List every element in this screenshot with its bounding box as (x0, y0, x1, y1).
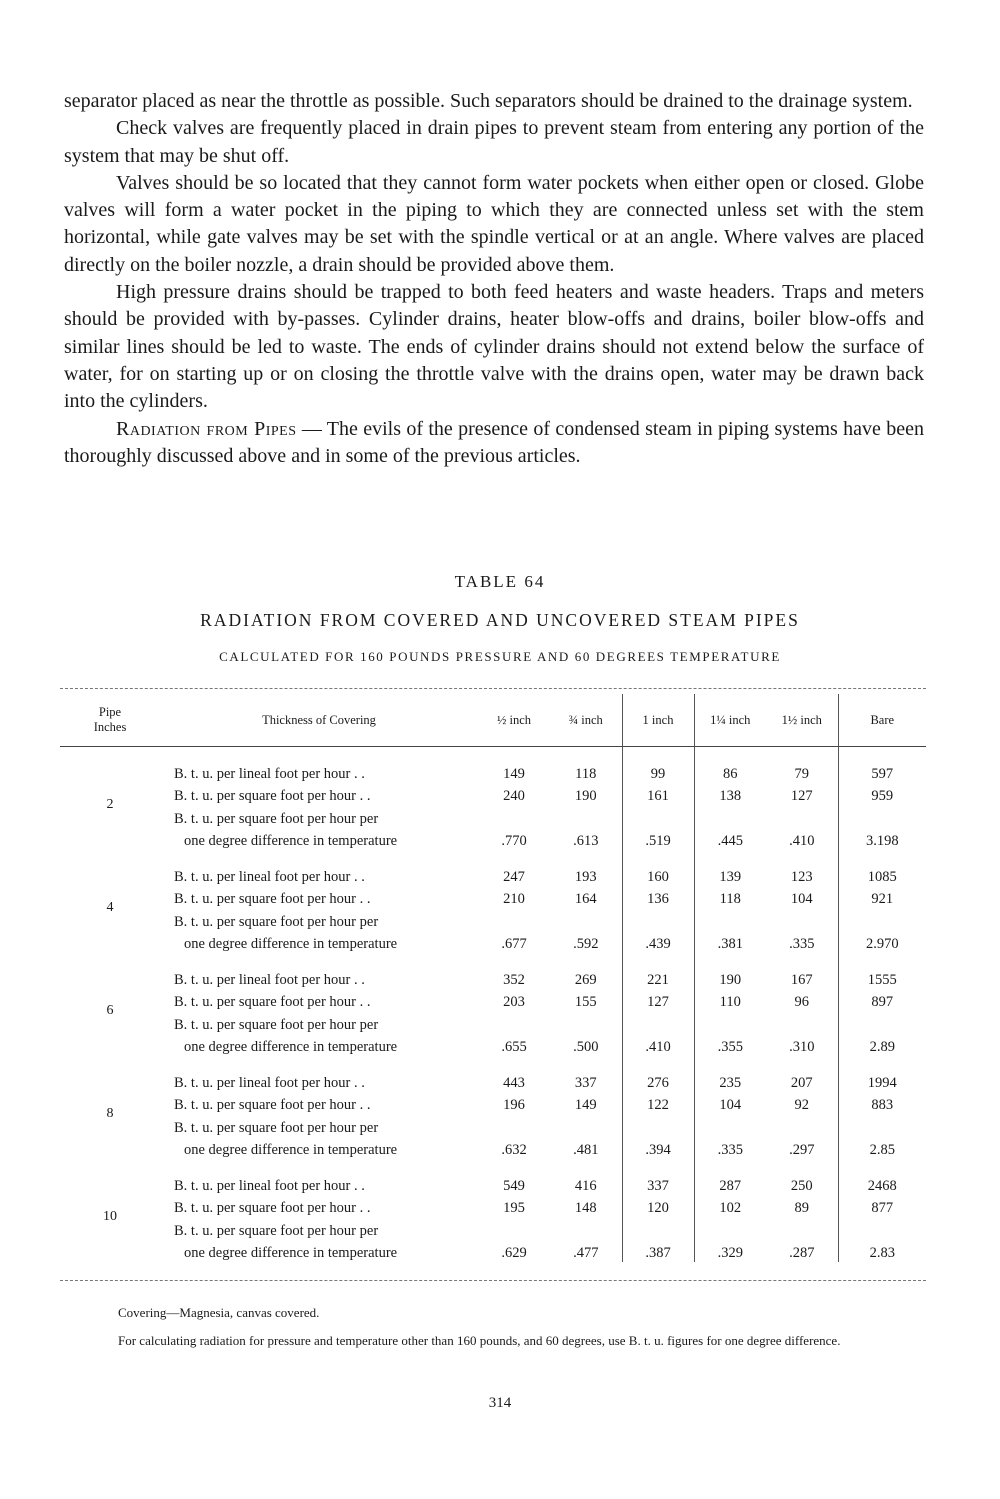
row-label: B. t. u. per square foot per hour . . (174, 1200, 371, 1216)
empty-cell (478, 1011, 550, 1034)
section-heading: Radiation from Pipes (116, 417, 297, 440)
value-cell: .613 (573, 833, 599, 849)
header-col: 1½ inch (766, 694, 838, 747)
empty-cell (766, 1114, 838, 1137)
pipe-size: 4 (106, 900, 114, 915)
row-label: one degree difference in temperature (184, 1039, 398, 1055)
value-cell: .770 (501, 833, 527, 849)
row-label: B. t. u. per square foot per hour . . (174, 1097, 371, 1113)
value-cell: 160 (622, 850, 694, 886)
paragraph: separator placed as near the throttle as possible. Such separators should be drained to the drainage system. (64, 90, 913, 112)
table-row (60, 989, 926, 1012)
row-label: B. t. u. per square foot per hour . . (174, 788, 371, 804)
empty-cell (766, 908, 838, 931)
table-row (60, 1114, 926, 1137)
empty-cell (622, 1011, 694, 1034)
empty-cell (550, 1011, 622, 1034)
value-cell: 86 (694, 747, 766, 783)
value-cell: 195 (503, 1200, 525, 1216)
row-label: B. t. u. per square foot per hour . . (174, 891, 371, 907)
value-cell: 883 (838, 1092, 926, 1115)
value-cell: 2.970 (838, 931, 926, 954)
pipe-size: 8 (106, 1106, 114, 1121)
table-bottom-rule (60, 1280, 926, 1281)
empty-cell (838, 805, 926, 828)
value-cell: 221 (622, 953, 694, 989)
value-cell: 416 (574, 1177, 597, 1194)
value-cell: 136 (622, 886, 694, 909)
value-cell: 2468 (838, 1159, 926, 1195)
value-cell: .481 (573, 1142, 599, 1158)
empty-cell (694, 908, 766, 931)
value-cell: .632 (501, 1142, 527, 1158)
value-cell: 210 (503, 891, 525, 907)
value-cell: .381 (694, 931, 766, 954)
value-cell: 190 (574, 788, 597, 804)
value-cell: 123 (790, 868, 813, 885)
row-label: B. t. u. per square foot per hour per (174, 1222, 379, 1239)
pipe-size: 2 (106, 797, 114, 812)
value-cell: 337 (622, 1159, 694, 1195)
pipe-size: 6 (106, 1003, 114, 1018)
value-cell: 1085 (838, 850, 926, 886)
value-cell: 2.83 (838, 1240, 926, 1263)
value-cell: 3.198 (838, 828, 926, 851)
row-label: B. t. u. per square foot per hour per (174, 810, 379, 827)
value-cell: 104 (694, 1092, 766, 1115)
value-cell: 120 (622, 1195, 694, 1218)
empty-cell (478, 805, 550, 828)
table-row (60, 747, 926, 783)
value-cell: 190 (694, 953, 766, 989)
value-cell: 549 (503, 1177, 525, 1194)
header-col: ¾ inch (550, 694, 622, 747)
value-cell: 79 (794, 765, 809, 782)
value-cell: .387 (622, 1240, 694, 1263)
empty-cell (622, 805, 694, 828)
empty-cell (766, 1011, 838, 1034)
value-cell: .410 (789, 833, 815, 849)
empty-cell (694, 1114, 766, 1137)
footnote-covering: Covering—Magnesia, canvas covered. (118, 1305, 320, 1320)
value-cell: .677 (501, 936, 527, 952)
empty-cell (838, 908, 926, 931)
value-cell: .394 (622, 1137, 694, 1160)
footnote-calculation: For calculating radiation for pressure and temperature other than 160 pounds, and 60 degrees, use B. t. u. figures for one degree difference. (118, 1333, 841, 1348)
empty-cell (694, 805, 766, 828)
table-row (60, 1159, 926, 1195)
paragraph: High pressure drains should be trapped to both feed heaters and waste headers. Traps and meters should be provided with by-passes. Cylinder drains, heater blow-offs and drains, boiler blow-offs and similar lines should be led to waste. The ends of cylinder drains should not extend below the surface of water, for on starting up or on closing the throttle valve with the drains open, water may be drawn back into the cylinders. (64, 281, 924, 413)
value-cell: 127 (790, 788, 813, 804)
empty-cell (550, 908, 622, 931)
table-row (60, 1056, 926, 1092)
value-cell: 167 (790, 971, 813, 988)
table-number: TABLE 64 (454, 572, 546, 591)
value-cell: 155 (574, 994, 597, 1010)
value-cell: .592 (573, 936, 599, 952)
body-text (64, 88, 924, 470)
empty-cell (478, 1114, 550, 1137)
empty-cell (622, 908, 694, 931)
table-row (60, 1034, 926, 1057)
value-cell: 127 (622, 989, 694, 1012)
paragraph: Check valves are frequently placed in drain pipes to prevent steam from entering any portion of the system that may be shut off. (64, 117, 924, 167)
value-cell: 240 (503, 788, 525, 804)
value-cell: 138 (694, 783, 766, 806)
value-cell: 2.89 (838, 1034, 926, 1057)
table-row (60, 908, 926, 931)
table-row (60, 805, 926, 828)
value-cell: 235 (694, 1056, 766, 1092)
empty-cell (478, 1217, 550, 1240)
empty-cell (550, 805, 622, 828)
empty-cell (622, 1217, 694, 1240)
empty-cell (550, 1114, 622, 1137)
value-cell: .355 (694, 1034, 766, 1057)
value-cell: 149 (503, 765, 525, 782)
empty-cell (694, 1011, 766, 1034)
row-label: B. t. u. per square foot per hour . . (174, 994, 371, 1010)
row-label: one degree difference in temperature (184, 1142, 398, 1158)
value-cell: 247 (503, 868, 525, 885)
value-cell: .445 (694, 828, 766, 851)
value-cell: 337 (574, 1074, 597, 1091)
table-row (60, 783, 926, 806)
value-cell: 897 (838, 989, 926, 1012)
value-cell: 102 (694, 1195, 766, 1218)
value-cell: .629 (501, 1245, 527, 1261)
header-covering: Thickness of Covering (160, 694, 478, 747)
table-row (60, 886, 926, 909)
row-label: B. t. u. per lineal foot per hour . . (174, 971, 365, 988)
value-cell: .655 (501, 1039, 527, 1055)
value-cell: .329 (694, 1240, 766, 1263)
value-cell: 148 (574, 1200, 597, 1216)
value-cell: 921 (838, 886, 926, 909)
empty-cell (622, 1114, 694, 1137)
empty-cell (838, 1011, 926, 1034)
empty-cell (550, 1217, 622, 1240)
table-row (60, 953, 926, 989)
table-row (60, 1137, 926, 1160)
value-cell: 959 (838, 783, 926, 806)
row-label: B. t. u. per square foot per hour per (174, 913, 379, 930)
empty-cell (838, 1114, 926, 1137)
value-cell: 92 (794, 1097, 809, 1113)
table-body (60, 747, 926, 1263)
value-cell: 203 (503, 994, 525, 1010)
header-col: ½ inch (478, 694, 550, 747)
table-subtitle: CALCULATED FOR 160 POUNDS PRESSURE AND 60 DEGREES TEMPERATURE (219, 649, 781, 664)
value-cell: 139 (694, 850, 766, 886)
value-cell: 96 (794, 994, 809, 1010)
radiation-table (60, 694, 926, 1262)
value-cell: 193 (574, 868, 597, 885)
value-cell: 1994 (838, 1056, 926, 1092)
value-cell: 122 (622, 1092, 694, 1115)
table-row (60, 850, 926, 886)
row-label: one degree difference in temperature (184, 936, 398, 952)
value-cell: .335 (789, 936, 815, 952)
row-label: B. t. u. per square foot per hour per (174, 1016, 379, 1033)
value-cell: .287 (789, 1245, 815, 1261)
value-cell: 164 (574, 891, 597, 907)
header-col: 1¼ inch (694, 694, 766, 747)
value-cell: .410 (622, 1034, 694, 1057)
paragraph-radiation (64, 416, 924, 471)
value-cell: 443 (503, 1074, 525, 1091)
paragraph-text: — The evils of the presence of condensed steam in piping systems have been thoroughly discussed above and in some of the previous articles. (64, 417, 924, 467)
value-cell: .439 (622, 931, 694, 954)
empty-cell (838, 1217, 926, 1240)
value-cell: .477 (573, 1245, 599, 1261)
value-cell: 250 (790, 1177, 813, 1194)
pipe-size: 10 (103, 1209, 117, 1224)
value-cell: 1555 (838, 953, 926, 989)
row-label: one degree difference in temperature (184, 833, 398, 849)
table-row (60, 1217, 926, 1240)
value-cell: 207 (790, 1074, 813, 1091)
page-number: 314 (488, 1395, 512, 1411)
value-cell: .297 (789, 1142, 815, 1158)
value-cell: .519 (622, 828, 694, 851)
value-cell: 2.85 (838, 1137, 926, 1160)
value-cell: 597 (838, 747, 926, 783)
table-row (60, 1240, 926, 1263)
value-cell: 118 (575, 765, 597, 782)
value-cell: 89 (794, 1200, 809, 1216)
value-cell: 99 (622, 747, 694, 783)
value-cell: 149 (574, 1097, 597, 1113)
row-label: B. t. u. per lineal foot per hour . . (174, 1177, 365, 1194)
value-cell: .310 (789, 1039, 815, 1055)
row-label: B. t. u. per square foot per hour per (174, 1119, 379, 1136)
table-header-row (60, 694, 926, 747)
value-cell: .500 (573, 1039, 599, 1055)
value-cell: 196 (503, 1097, 525, 1113)
table-row (60, 828, 926, 851)
value-cell: 352 (503, 971, 525, 988)
table-row (60, 931, 926, 954)
header-col: 1 inch (622, 694, 694, 747)
paragraph: Valves should be so located that they cannot form water pockets when either open or closed. Globe valves will form a water pocket in the piping to which they are connected unless set with the stem horizontal, while gate valves may be set with the spindle vertical or at an angle. Where valves are placed directly on the boiler nozzle, a drain should be provided above them. (64, 171, 924, 276)
row-label: one degree difference in temperature (184, 1245, 398, 1261)
value-cell: 877 (838, 1195, 926, 1218)
header-pipe: Pipe Inches (60, 694, 160, 747)
table-top-rule (60, 688, 926, 689)
table-row (60, 1011, 926, 1034)
value-cell: .335 (694, 1137, 766, 1160)
table-row (60, 1092, 926, 1115)
value-cell: 276 (622, 1056, 694, 1092)
empty-cell (694, 1217, 766, 1240)
table-row (60, 1195, 926, 1218)
empty-cell (478, 908, 550, 931)
value-cell: 287 (694, 1159, 766, 1195)
value-cell: 104 (790, 891, 813, 907)
value-cell: 269 (574, 971, 597, 988)
header-col: Bare (838, 694, 926, 747)
empty-cell (766, 805, 838, 828)
value-cell: 110 (694, 989, 766, 1012)
row-label: B. t. u. per lineal foot per hour . . (174, 1074, 365, 1091)
row-label: B. t. u. per lineal foot per hour . . (174, 765, 365, 782)
row-label: B. t. u. per lineal foot per hour . . (174, 868, 365, 885)
value-cell: 161 (622, 783, 694, 806)
value-cell: 118 (694, 886, 766, 909)
empty-cell (766, 1217, 838, 1240)
table-title: RADIATION FROM COVERED AND UNCOVERED STEAM PIPES (200, 610, 800, 630)
